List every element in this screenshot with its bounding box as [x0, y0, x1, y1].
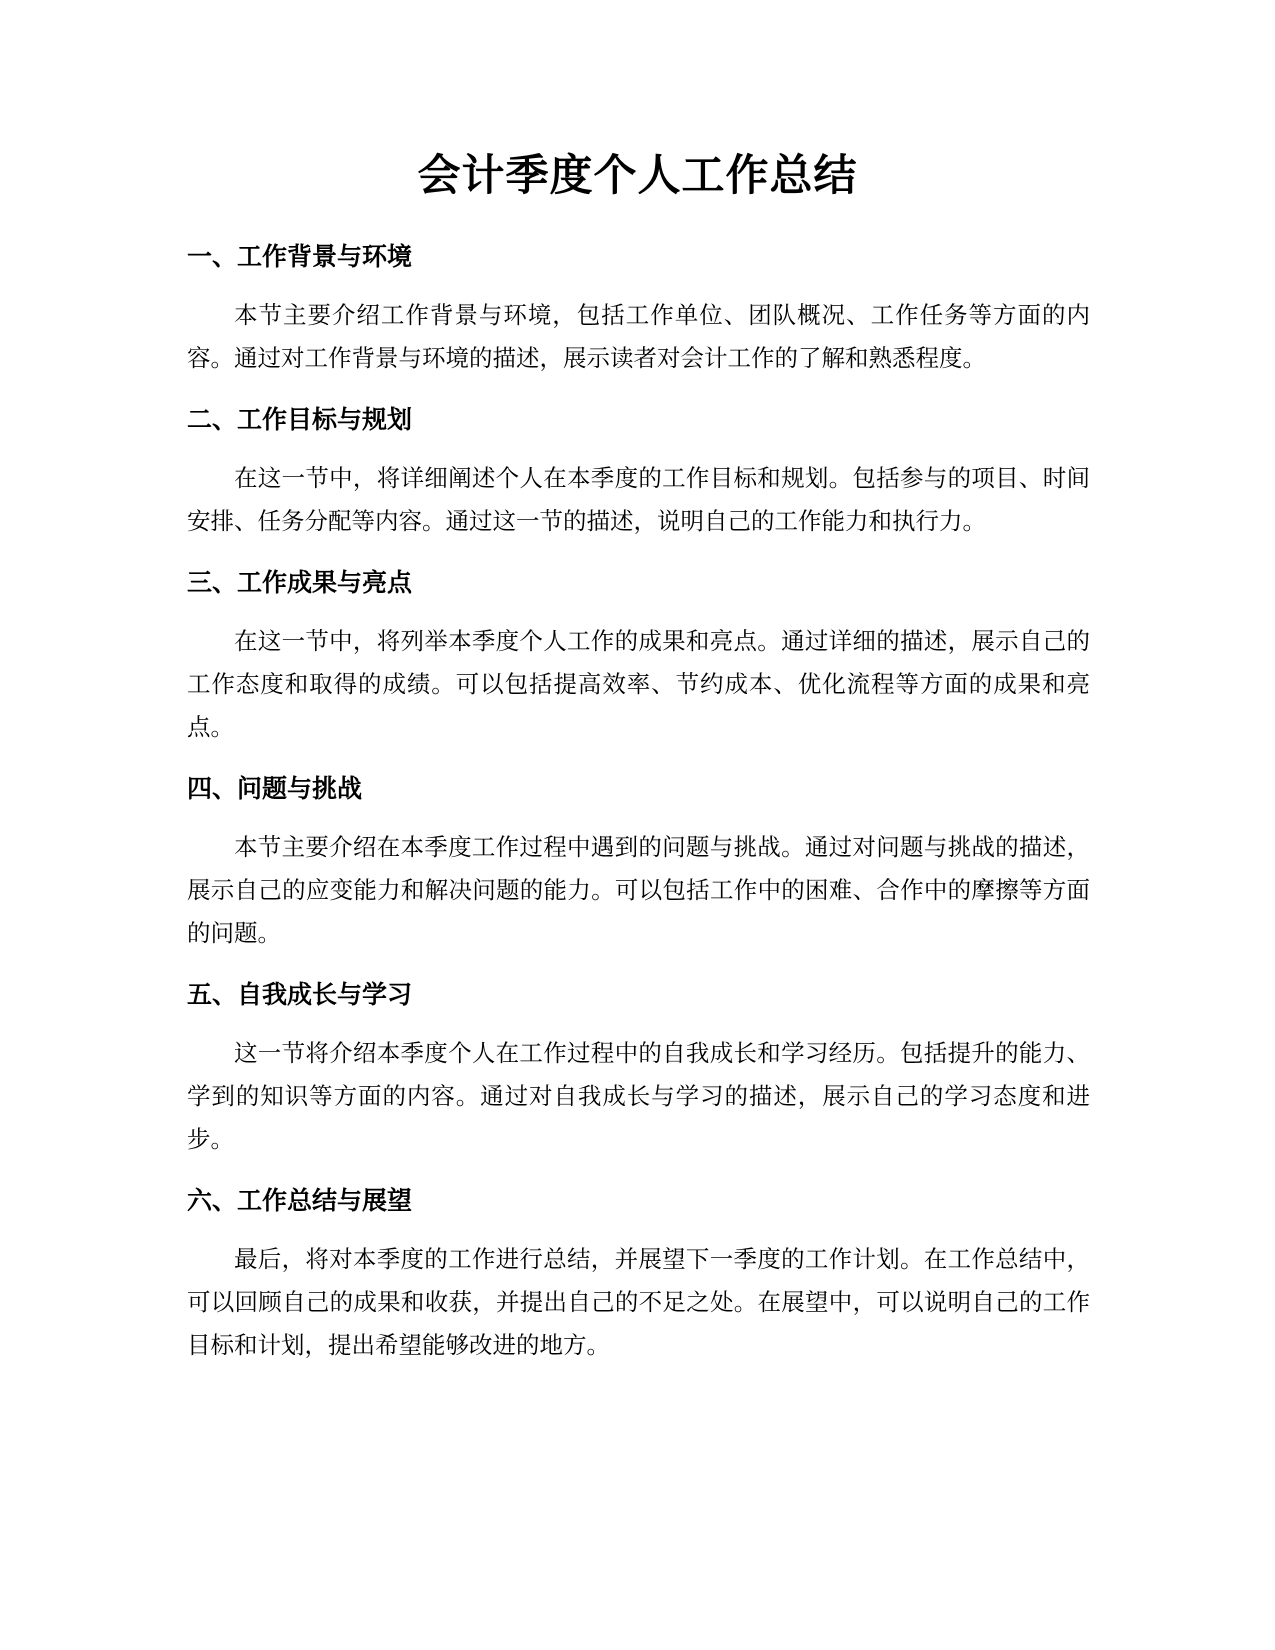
- section-work-results: [187, 566, 1090, 749]
- section-heading: 二、工作目标与规划: [187, 405, 413, 434]
- section-work-background: [187, 240, 1090, 380]
- section-paragraph: 本节主要介绍工作背景与环境，包括工作单位、团队概况、工作任务等方面的内容。通过对工作背景与环境的描述，展示读者对会计工作的了解和熟悉程度。: [187, 301, 1090, 372]
- section-paragraph: 在这一节中，将详细阐述个人在本季度的工作目标和规划。包括参与的项目、时间安排、任务分配等内容。通过这一节的描述，说明自己的工作能力和执行力。: [187, 464, 1090, 535]
- document-body: [187, 240, 1090, 1390]
- section-work-goals: [187, 403, 1090, 543]
- section-paragraph: 在这一节中，将列举本季度个人工作的成果和亮点。通过详细的描述，展示自己的工作态度和取得的成绩。可以包括提高效率、节约成本、优化流程等方面的成果和亮点。: [187, 627, 1090, 741]
- section-problems-challenges: [187, 772, 1090, 955]
- section-heading: 四、问题与挑战: [187, 774, 363, 803]
- section-heading: 六、工作总结与展望: [187, 1186, 413, 1215]
- document-title: 会计季度个人工作总结: [417, 151, 858, 201]
- section-heading: 三、工作成果与亮点: [187, 568, 413, 597]
- section-paragraph: 最后，将对本季度的工作进行总结，并展望下一季度的工作计划。在工作总结中，可以回顾自己的成果和收获，并提出自己的不足之处。在展望中，可以说明自己的工作目标和计划，提出希望能够改进的地方。: [187, 1245, 1090, 1359]
- section-paragraph: 本节主要介绍在本季度工作过程中遇到的问题与挑战。通过对问题与挑战的描述，展示自己的应变能力和解决问题的能力。可以包括工作中的困难、合作中的摩擦等方面的问题。: [187, 833, 1090, 947]
- section-heading: 一、工作背景与环境: [187, 242, 413, 271]
- section-self-growth: [187, 978, 1090, 1161]
- section-heading: 五、自我成长与学习: [187, 980, 413, 1009]
- section-paragraph: 这一节将介绍本季度个人在工作过程中的自我成长和学习经历。包括提升的能力、学到的知识等方面的内容。通过对自我成长与学习的描述，展示自己的学习态度和进步。: [187, 1039, 1090, 1153]
- section-summary-outlook: [187, 1184, 1090, 1367]
